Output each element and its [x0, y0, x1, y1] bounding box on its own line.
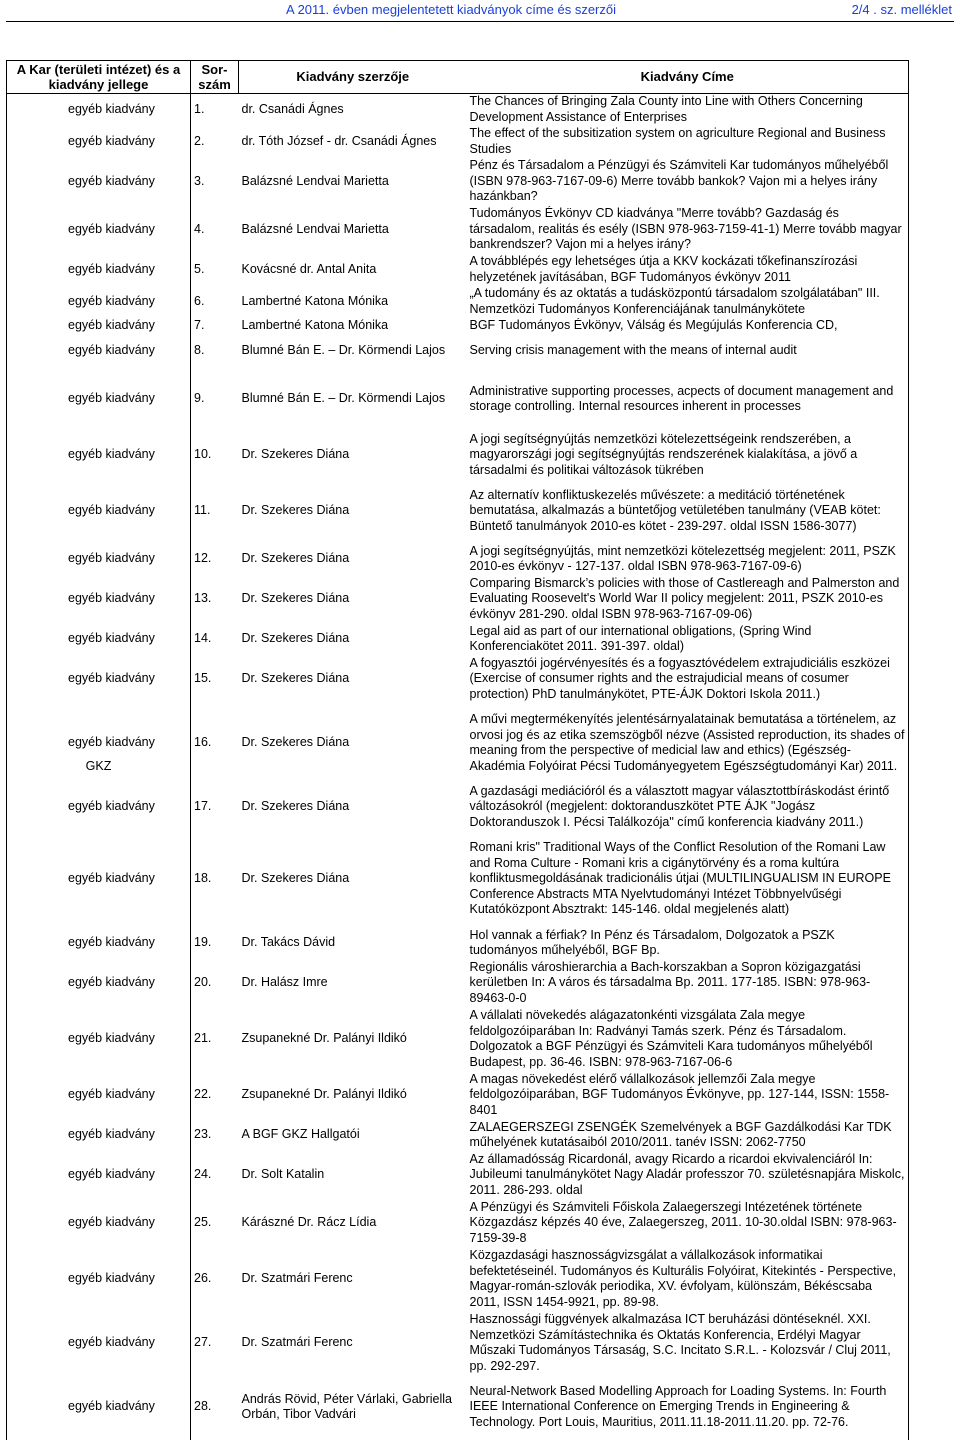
- row-number: 20.: [194, 975, 212, 990]
- row-author: Dr. Szekeres Diána: [241, 631, 350, 646]
- row-title: „A tudomány és az oktatás a tudásközpontú társadalom szolgálatában" III. Nemzetközi Tudományos Konferenciájának tanulmánykötete: [467, 286, 909, 318]
- page-header: [0, 0, 960, 22]
- header-number: Sor-szám: [191, 61, 239, 94]
- row-title: A jogi segítségnyújtás nemzetközi kötelezettségeink rendszerében, a magyarországi jogi segítségnyújtás rendszerének kialakítása, a jövő a társadalmi és politikai változások tükrében: [467, 431, 909, 479]
- row-author: Balázsné Lendvai Marietta: [241, 173, 389, 188]
- row-author: dr. Tóth József - dr. Csanádi Ágnes: [241, 133, 437, 148]
- header-title: Kiadvány Címe: [467, 61, 909, 94]
- row-author: Zsupanekné Dr. Palányi Ildikó: [241, 1087, 407, 1102]
- row-type: egyéb kiadvány: [68, 1271, 155, 1285]
- row-number: 24.: [194, 1167, 212, 1182]
- row-number: 8.: [194, 342, 205, 357]
- row-number: 28.: [194, 1399, 212, 1414]
- row-title: The effect of the subsitization system on agriculture Regional and Business Studies: [467, 126, 909, 158]
- row-author: Lambertné Katona Mónika: [241, 318, 389, 332]
- annex-label: 2/4 . sz. melléklet: [851, 2, 952, 17]
- row-number: 1.: [194, 101, 205, 116]
- row-number: 14.: [194, 631, 212, 646]
- row-type: egyéb kiadvány: [68, 221, 155, 236]
- row-title: A művi megtermékenyítés jelentésárnyalatainak bemutatása a történelem, az orvosi jog és az etika szemszögből nézve (Assisted reproduction, its shades of meaning from the perspective of medicial law and ethics) (Egészség-Akadémia Folyóirat Pécsi Tudományegyetem Egészségtudományi Kar) 2011.: [467, 703, 909, 783]
- row-type: egyéb kiadvány: [68, 671, 155, 685]
- row-number: 26.: [194, 1271, 212, 1286]
- row-number: 4.: [194, 221, 205, 236]
- row-title: Administrative supporting processes, acpects of document management and storage controlling. Internal resources inherent in processes: [467, 367, 909, 431]
- row-type: egyéb kiadvány: [68, 173, 155, 188]
- row-author: Dr. Szekeres Diána: [241, 551, 350, 566]
- row-author: Dr. Szekeres Diána: [241, 799, 350, 814]
- row-title: Serving crisis management with the means of internal audit: [467, 334, 909, 367]
- row-type: egyéb kiadvány: [68, 631, 155, 645]
- row-type: egyéb kiadvány: [68, 342, 155, 357]
- row-title: The Chances of Bringing Zala County into Line with Others Concerning Development Assistance of Enterprises: [467, 94, 909, 126]
- row-type: egyéb kiadvány: [68, 391, 155, 405]
- row-title: Közgazdasági hasznosságvizsgálat a vállalkozások informatikai befektetéseinél. Tudományos és Kulturális Folyóirat, Kitekintés - Perspective, Magyar-román-szlovák periodika, XV. évfolyam, különszám, Békéscsaba 2011, ISSN 1454-9921, pp. 89-98.: [467, 1247, 909, 1311]
- row-author: Blumné Bán E. – Dr. Körmendi Lajos: [241, 391, 446, 406]
- row-title: A fogyasztói jogérvényesítés és a fogyasztóvédelem extrajudiciális eszközei (Exercise of consumer rights and the estrajudicial means of cosumer protection) PhD tanulmánykötet, PTE-ÁJK Doktori Iskola 2011.): [467, 655, 909, 703]
- row-title: ZALAEGERSZEGI ZSENGÉK Szemelvények a BGF Gazdálkodási Kar TDK műhelyének kutatásaiból 2010/2011. tanév ISSN: 2062-7750: [467, 1119, 909, 1151]
- row-author: dr. Csanádi Ágnes: [241, 101, 344, 116]
- row-title: Romani kris" Traditional Ways of the Conflict Resolution of the Romani Law and Roma Culture - Romani kris a cigánytörvény és a roma kultúra konfliktusmegoldásának tradicionális útjai (MULTILINGUALISM IN EUROPE Conference Abstracts MTA Nyelvtudományi Intézet Többnyelvűségi Kutatóközpont Absztrakt: 145-146. oldal megjelenés alatt): [467, 831, 909, 927]
- row-type: egyéb kiadvány: [68, 293, 155, 308]
- row-title: A gazdasági mediációról és a választott magyar választottbíráskodást érintő változásokról (megjelent: doktoranduszkötet PTE ÁJK "Jogász Doktoranduszok I. Pécsi Találkozója" című konferencia kiadvány 2011.): [467, 783, 909, 831]
- row-number: 22.: [194, 1087, 212, 1102]
- row-type: egyéb kiadvány: [68, 1215, 155, 1229]
- row-title: BGF Tudományos Évkönyv, Válság és Megújulás Konferencia CD,: [467, 318, 909, 335]
- row-author: András Rövid, Péter Várlaki, Gabriella Orbán, Tibor Vadvári: [241, 1391, 453, 1421]
- row-title: Az államadósság Ricardonál, avagy Ricardo a ricardoi ekvivalenciáról In: Jubileumi tanulmánykötet Nagy Aladár professzor 70. születésnapjára Miskolc, 2011. 286-293. oldal: [467, 1151, 909, 1199]
- row-type: egyéb kiadvány: [68, 1399, 155, 1413]
- row-number: 15.: [194, 671, 212, 686]
- document-title: A 2011. évben megjelentetett kiadványok címe és szerzői: [286, 2, 617, 17]
- row-author: Dr. Szekeres Diána: [241, 591, 350, 606]
- row-number: 18.: [194, 871, 212, 886]
- row-number: 25.: [194, 1215, 212, 1230]
- unit-cell: GKZ: [7, 94, 191, 1440]
- row-type: egyéb kiadvány: [68, 261, 155, 276]
- row-author: Lambertné Katona Mónika: [241, 293, 389, 308]
- row-author: Dr. Szekeres Diána: [241, 735, 350, 750]
- row-title: Regionális városhierarchia a Bach-korszakban a Sopron közigazgatási kerületben In: A város és társadalma Bp. 2011. 177-185. ISBN: 978-963-89463-0-0: [467, 959, 909, 1007]
- row-title: Hol vannak a férfiak? In Pénz és Társadalom, Dolgozatok a PSZK tudományos műhelyéből, BGF Bp.: [467, 927, 909, 959]
- row-title: Pénz és Társadalom a Pénzügyi és Számviteli Kar tudományos műhelyéből (ISBN 978-963-7167-09-6) Merre tovább bankok? Vajon mi a helyes irány hazánkban?: [467, 158, 909, 206]
- row-number: 19.: [194, 935, 212, 950]
- row-author: Dr. Szatmári Ferenc: [241, 1271, 353, 1286]
- row-type: egyéb kiadvány: [68, 591, 155, 605]
- row-type: egyéb kiadvány: [68, 133, 155, 148]
- row-title: A továbblépés egy lehetséges útja a KKV kockázati tőkefinanszírozási helyzetének javításában, BGF Tudományos évkönyv 2011: [467, 254, 909, 286]
- row-type: egyéb kiadvány: [68, 503, 155, 517]
- table-header-row: [7, 61, 909, 94]
- row-author: Zsupanekné Dr. Palányi Ildikó: [241, 1031, 407, 1046]
- row-title: A Pénzügyi és Számviteli Főiskola Zalaegerszegi Intézetének története Közgazdász képzés 40 éve, Zalaegerszeg, 2011. 10-30.oldal ISBN: 978-963-7159-39-8: [467, 1199, 909, 1247]
- row-number: 13.: [194, 591, 212, 606]
- row-type: egyéb kiadvány: [68, 551, 155, 565]
- header-author: Kiadvány szerzője: [239, 61, 467, 94]
- row-type: egyéb kiadvány: [68, 447, 155, 461]
- row-type: egyéb kiadvány: [68, 1087, 155, 1101]
- row-type: egyéb kiadvány: [68, 735, 155, 749]
- row-type: egyéb kiadvány: [68, 1167, 155, 1181]
- row-title: A jogi segítségnyújtás, mint nemzetközi kötelezettség megjelent: 2011, PSZK 2010-es évkönyv - 127-137. oldal ISBN 978-963-7167-09-6): [467, 543, 909, 575]
- row-number: 11.: [194, 503, 211, 518]
- header-rule: [6, 21, 954, 22]
- row-number: 12.: [194, 551, 212, 566]
- row-author: A BGF GKZ Hallgatói: [241, 1127, 360, 1142]
- row-type: egyéb kiadvány: [68, 317, 155, 332]
- row-type: egyéb kiadvány: [68, 799, 155, 813]
- row-author: Dr. Szekeres Diána: [241, 671, 350, 686]
- row-author: Dr. Szekeres Diána: [241, 447, 350, 462]
- header-unit: A Kar (területi intézet) és a kiadvány jellege: [7, 61, 191, 94]
- row-number: 2.: [194, 133, 205, 148]
- row-number: 3.: [194, 173, 205, 188]
- row-title: A vállalati növekedés alágazatonkénti vizsgálata Zala megye feldolgozóiparában In: Radványi Tamás szerk. Pénz és Társadalom. Dolgozatok a BGF Pénzügyi és Számviteli Kara tudományos műhelyéből Budapest, pp. 36-46. ISBN: 978-963-7167-06-6: [467, 1007, 909, 1071]
- row-number: 6.: [194, 293, 205, 308]
- row-type: egyéb kiadvány: [68, 871, 155, 885]
- row-type: egyéb kiadvány: [68, 935, 155, 949]
- row-type: egyéb kiadvány: [68, 1127, 155, 1141]
- row-title: Az alternatív konfliktuskezelés művészete: a meditáció történetének bemutatása, alkalmazás a büntetőjog vetületében tanulmány (VEAB kötet: Büntető tanulmányok 2010-es kötet - 239-297. oldal ISSN 1586-3077): [467, 479, 909, 543]
- row-number: 21.: [194, 1031, 212, 1046]
- row-type: egyéb kiadvány: [68, 975, 155, 989]
- row-number: 7.: [194, 318, 205, 332]
- row-author: Dr. Szatmári Ferenc: [241, 1335, 353, 1350]
- row-title: Tudományos Évkönyv CD kiadványa "Merre tovább? Gazdaság és társadalom, realitás és esély (ISBN 978-963-7159-41-1) Merre tovább magyar bankrendszer? Vajon mi a helyes irány?: [467, 206, 909, 254]
- row-author: Dr. Halász Imre: [241, 975, 328, 990]
- row-number: 17.: [194, 799, 212, 814]
- row-author: Dr. Szekeres Diána: [241, 503, 350, 518]
- row-author: Dr. Takács Dávid: [241, 935, 336, 950]
- row-type: egyéb kiadvány: [68, 1031, 155, 1045]
- row-number: 23.: [194, 1127, 212, 1142]
- row-title: Legal aid as part of our international obligations, (Spring Wind Konferenciakötet 2011. 391-397. oldal): [467, 623, 909, 655]
- row-title: A magas növekedést elérő vállalkozások jellemzői Zala megye feldolgozóiparában, BGF Tudományos Évkönyve, pp. 127-144, ISSN: 1558-8401: [467, 1071, 909, 1119]
- row-author: Kovácsné dr. Antal Anita: [241, 261, 377, 276]
- row-title: Neural-Network Based Modelling Approach for Loading Systems. In: Fourth IEEE International Conference on Emerging Trends in Engineering & Technology. Port Louis, Mauritius, 2011.11.18-2011.11.20. pp. 72-76.: [467, 1375, 909, 1439]
- row-number: 10.: [194, 447, 212, 462]
- row-author: Blumné Bán E. – Dr. Körmendi Lajos: [241, 342, 446, 357]
- row-number: 16.: [194, 735, 212, 750]
- row-title: Hasznossági függvények alkalmazása ICT beruházási döntéseknél. XXI. Nemzetközi Számítástechnika és Oktatás Konferencia, Erdélyi Magyar Műszaki Tudományos Társaság, S.C. Incitato S.R.L. - Kolozsvár / Cluj 2011, pp. 292-297.: [467, 1311, 909, 1375]
- row-number: 5.: [194, 261, 205, 276]
- row-number: 27.: [194, 1335, 212, 1350]
- row-author: Dr. Solt Katalin: [241, 1167, 325, 1182]
- row-author: Balázsné Lendvai Marietta: [241, 221, 389, 236]
- row-author: Kárászné Dr. Rácz Lídia: [241, 1215, 377, 1230]
- row-number: 9.: [194, 391, 205, 406]
- row-author: Dr. Szekeres Diána: [241, 871, 350, 886]
- row-title: Comparing Bismarck’s policies with those of Castlereagh and Palmerston and Evaluating Roosevelt's World War II policy megjelent: 2011, PSZK 2010-es évkönyv 281-290. oldal ISBN 978-963-7167-09-06): [467, 575, 909, 623]
- row-type: egyéb kiadvány: [68, 101, 155, 116]
- row-type: egyéb kiadvány: [68, 1335, 155, 1349]
